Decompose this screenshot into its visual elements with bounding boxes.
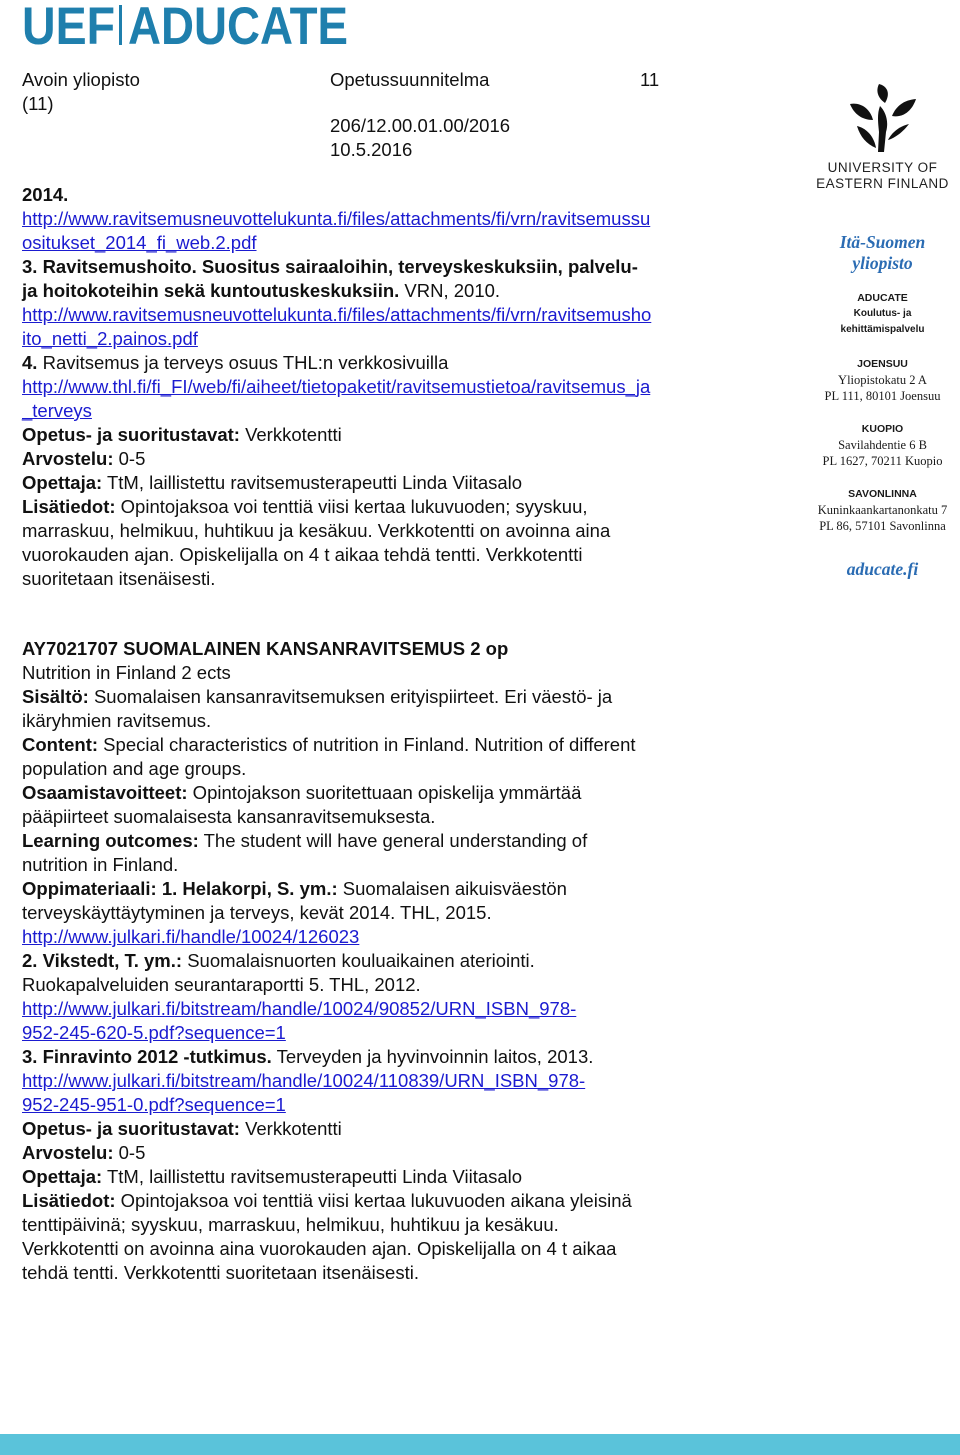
bold-text: Lisätiedot: [22,496,116,517]
uef-emblem-icon [848,82,918,154]
body-text: 0-5 [113,448,146,469]
body-text: population and age groups. [22,758,247,779]
university-name-line: UNIVERSITY OF [827,160,938,175]
body-text: terveyskäyttäytyminen ja terveys, kevät 2014. THL, 2015. [22,902,492,923]
body-text: Ravitsemus ja terveys osuus THL:n verkkosivuilla [37,352,449,373]
contact-sidebar [805,0,960,600]
unit-description: kehittämispalvelu [840,324,925,335]
text-line [22,1117,792,1141]
text-line [22,853,792,877]
text-line [22,901,792,925]
body-text: Suomalaisen aikuisväestön [337,878,567,899]
text-line [22,661,792,685]
unit-description: Koulutus- ja [853,308,912,319]
text-line [22,303,792,327]
text-line [22,399,792,423]
text-line [22,327,792,351]
text-line [22,183,792,207]
bold-text: 3. Ravitsemushoito. Suositus sairaaloihin, terveyskeskuksiin, palvelu- [22,256,638,277]
bold-text: Lisätiedot: [22,1190,116,1211]
text-line [22,1261,792,1285]
text-line [22,925,792,949]
office-postal: PL 1627, 70211 Kuopio [822,454,943,468]
body-text: Suomalaisnuorten kouluaikainen ateriointi. [182,950,535,971]
url-link[interactable]: http://www.ravitsemusneuvottelukunta.fi/files/attachments/fi/vrn/ravitsemussu [22,208,651,229]
bold-text: Arvostelu: [22,448,114,469]
body-text: Verkkotentti [239,424,342,445]
url-link[interactable]: http://www.thl.fi/fi_FI/web/fi/aiheet/tietopaketit/ravitsemustietoa/ravitsemus_ja [22,376,651,397]
office-street: Yliopistokatu 2 A [838,373,927,387]
bold-text: Sisältö: [22,686,89,707]
text-line [22,805,792,829]
page-total: (11) [22,93,54,114]
text-line [22,1141,792,1165]
text-line [22,1069,792,1093]
body-text: VRN, 2010. [399,280,501,301]
text-line [22,231,792,255]
url-link[interactable]: _terveys [22,400,92,421]
body-text: 0-5 [113,1142,146,1163]
text-line [22,279,792,303]
university-name-line: EASTERN FINLAND [816,176,949,191]
bold-text: Opetus- ja suoritustavat: [22,1118,240,1139]
text-line [22,1189,792,1213]
office-street: Savilahdentie 6 B [838,438,927,452]
text-line [22,709,792,733]
text-line [22,423,792,447]
unit-name: Avoin yliopisto [22,69,140,90]
text-line [22,949,792,973]
bold-text: Opetus- ja suoritustavat: [22,424,240,445]
bold-text: 3. Finravinto 2012 -tutkimus. [22,1046,272,1067]
text-line [22,255,792,279]
body-text: TtM, laillistettu ravitsemusterapeutti Linda Viitasalo [102,1166,523,1187]
text-line [22,1021,792,1045]
logo-uef-text: UEF [22,0,115,52]
office-street: Kuninkaankartanonkatu 7 [817,503,948,517]
body-text: Terveyden ja hyvinvoinnin laitos, 2013. [271,1046,594,1067]
bold-text: Osaamistavoitteet: [22,782,188,803]
body-text: marraskuu, helmikuu, huhtikuu ja kesäkuu. Verkkotentti on avoinna aina [22,520,611,541]
url-link[interactable]: 952-245-951-0.pdf?sequence=1 [22,1094,286,1115]
url-link[interactable]: ositukset_2014_fi_web.2.pdf [22,232,257,253]
document-type: Opetussuunnitelma [330,69,490,90]
body-text: tehdä tentti. Verkkotentti suoritetaan itsenäisesti. [22,1262,419,1283]
body-text: Nutrition in Finland 2 ects [22,662,231,683]
body-text: suoritetaan itsenäisesti. [22,568,216,589]
office-postal: PL 111, 80101 Joensuu [824,389,941,403]
text-line [22,997,792,1021]
document-date: 10.5.2016 [330,139,413,160]
page-number: 11 [640,69,660,90]
bold-text: ja hoitokoteihin sekä kuntoutuskeskuksiin. [22,280,400,301]
uef-aducate-logo [0,0,360,52]
text-line [22,1165,792,1189]
body-text: tenttipäivinä; syyskuu, marraskuu, helmikuu, huhtikuu ja kesäkuu. [22,1214,559,1235]
body-text: Opintojakson suoritettuaan opiskelija ymmärtää [187,782,582,803]
body-text: Special characteristics of nutrition in Finland. Nutrition of different [98,734,636,755]
website-text: aducate.fi [846,559,919,579]
url-link[interactable]: http://www.julkari.fi/handle/10024/126023 [22,926,360,947]
text-line [22,1237,792,1261]
previous-course-continuation [22,183,792,591]
text-line [22,447,792,471]
body-text: Ruokapalveluiden seurantaraportti 5. THL, 2012. [22,974,421,995]
document-number: 206/12.00.01.00/2016 [330,115,511,136]
office-city: SAVONLINNA [848,488,917,500]
text-line [22,829,792,853]
unit-name-sidebar: ADUCATE [857,292,908,304]
text-line [22,877,792,901]
url-link[interactable]: ito_netti_2.painos.pdf [22,328,198,349]
body-text: nutrition in Finland. [22,854,179,875]
url-link[interactable]: 952-245-620-5.pdf?sequence=1 [22,1022,286,1043]
body-text: ikäryhmien ravitsemus. [22,710,212,731]
text-line [22,1045,792,1069]
url-link[interactable]: http://www.julkari.fi/bitstream/handle/10024/110839/URN_ISBN_978- [22,1070,586,1091]
bold-text: Opettaja: [22,1166,103,1187]
office-city: JOENSUU [857,358,908,370]
url-link[interactable]: http://www.julkari.fi/bitstream/handle/10024/90852/URN_ISBN_978- [22,998,577,1019]
bold-text: AY7021707 SUOMALAINEN KANSANRAVITSEMUS 2 op [22,638,509,659]
bold-text: 2. Vikstedt, T. ym.: [22,950,183,971]
body-text: Suomalaisen kansanravitsemuksen erityispiirteet. Eri väestö- ja [88,686,613,707]
text-line [22,351,792,375]
office-postal: PL 86, 57101 Savonlinna [819,519,946,533]
bold-text: Content: [22,734,99,755]
text-line [22,1093,792,1117]
body-text: TtM, laillistettu ravitsemusterapeutti Linda Viitasalo [102,472,523,493]
text-line [22,471,792,495]
text-line [22,637,792,661]
bold-text: Oppimateriaali: 1. Helakorpi, S. ym.: [22,878,338,899]
body-text: vuorokauden ajan. Opiskelijalla on 4 t aikaa tehdä tentti. Verkkotentti [22,544,583,565]
bold-text: 4. [22,352,38,373]
body-text: pääpiirteet suomalaisesta kansanravitsemuksesta. [22,806,436,827]
office-city: KUOPIO [861,423,904,435]
body-text: The student will have general understanding of [198,830,588,851]
text-line [22,781,792,805]
logo-divider [119,5,122,45]
text-line [22,973,792,997]
bold-text: Arvostelu: [22,1142,114,1163]
text-line [22,685,792,709]
text-line [22,733,792,757]
body-text: Opintojaksoa voi tenttiä viisi kertaa lukuvuoden aikana yleisinä [115,1190,632,1211]
university-name-finnish: Itä-Suomen [839,232,926,252]
url-link[interactable]: http://www.ravitsemusneuvottelukunta.fi/files/attachments/fi/vrn/ravitsemusho [22,304,652,325]
bold-text: Learning outcomes: [22,830,199,851]
course-section [22,637,792,1285]
text-line [22,757,792,781]
text-line [22,1213,792,1237]
body-text: Verkkotentti on avoinna aina vuorokauden ajan. Opiskelijalla on 4 t aikaa [22,1238,617,1259]
text-line [22,543,792,567]
footer-band [0,1434,960,1455]
text-line [22,495,792,519]
logo-aducate-text: ADUCATE [128,0,348,52]
bold-text: 2014. [22,184,69,205]
bold-text: Opettaja: [22,472,103,493]
text-line [22,519,792,543]
university-name-finnish: yliopisto [852,253,913,273]
text-line [22,375,792,399]
body-text: Verkkotentti [239,1118,342,1139]
text-line [22,567,792,591]
body-text: Opintojaksoa voi tenttiä viisi kertaa lukuvuoden; syyskuu, [115,496,588,517]
text-line [22,207,792,231]
